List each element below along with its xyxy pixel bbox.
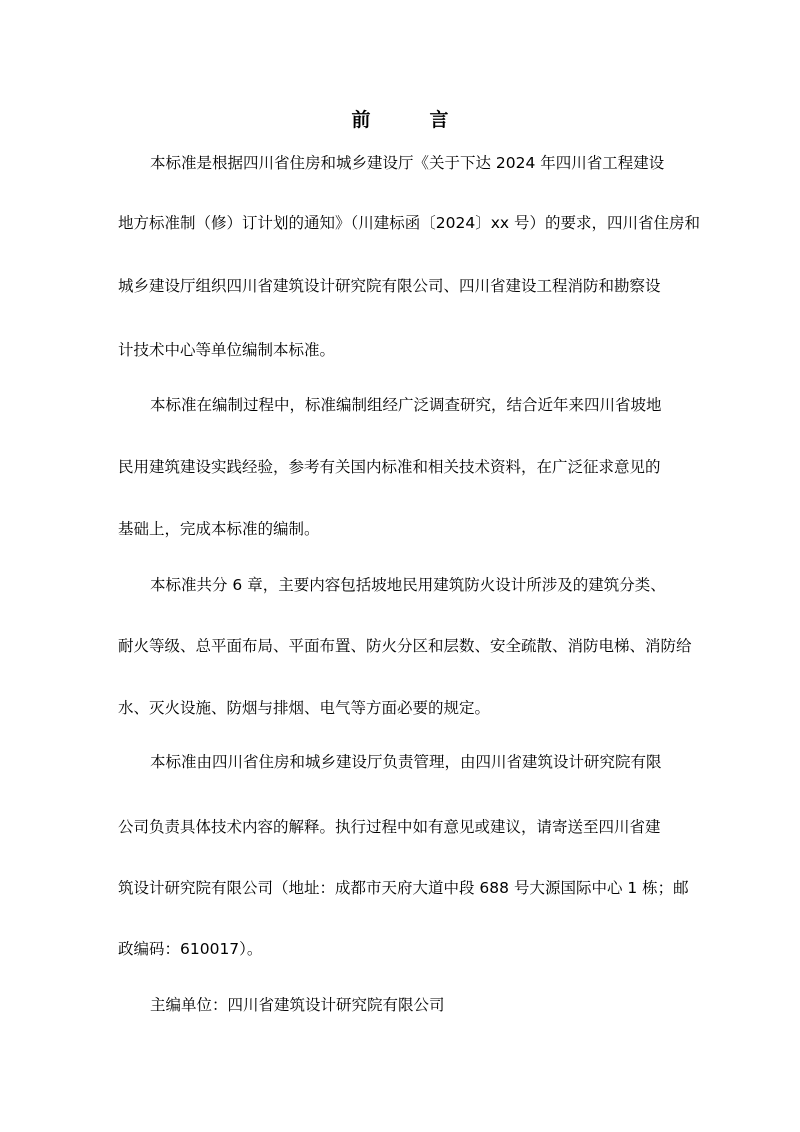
- chief-editor-unit: 主编单位：四川省建筑设计研究院有限公司: [150, 996, 445, 1014]
- paragraph-4-line-3: 筑设计研究院有限公司（地址：成都市天府大道中段 688 号大源国际中心 1 栋；邮: [118, 879, 689, 897]
- paragraph-4-line-4: 政编码：610017）。: [118, 940, 263, 958]
- paragraph-4-line-2: 公司负责具体技术内容的解释。执行过程中如有意见或建议，请寄送至四川省建: [118, 818, 661, 836]
- paragraph-2-line-3: 基础上，完成本标准的编制。: [118, 520, 320, 538]
- paragraph-1-line-4: 计技术中心等单位编制本标准。: [118, 341, 336, 359]
- paragraph-1-line-3: 城乡建设厅组织四川省建筑设计研究院有限公司、四川省建设工程消防和勘察设: [118, 277, 661, 295]
- paragraph-3-line-1: 本标准共分 6 章，主要内容包括坡地民用建筑防火设计所涉及的建筑分类、: [150, 576, 666, 594]
- paragraph-1-line-1: 本标准是根据四川省住房和城乡建设厅《关于下达 2024 年四川省工程建设: [150, 154, 665, 172]
- paragraph-4-line-1: 本标准由四川省住房和城乡建设厅负责管理，由四川省建筑设计研究院有限: [150, 753, 662, 771]
- page-title: 前 言: [351, 109, 469, 131]
- paragraph-2-line-2: 民用建筑建设实践经验，参考有关国内标准和相关技术资料，在广泛征求意见的: [118, 458, 661, 476]
- paragraph-2-line-1: 本标准在编制过程中，标准编制组经广泛调查研究，结合近年来四川省坡地: [150, 396, 662, 414]
- paragraph-1-line-2: 地方标准制（修）订计划的通知》（川建标函〔2024〕xx 号）的要求，四川省住房和: [118, 214, 700, 232]
- paragraph-3-line-3: 水、灭火设施、防烟与排烟、电气等方面必要的规定。: [118, 699, 491, 717]
- paragraph-3-line-2: 耐火等级、总平面布局、平面布置、防火分区和层数、安全疏散、消防电梯、消防给: [118, 637, 692, 655]
